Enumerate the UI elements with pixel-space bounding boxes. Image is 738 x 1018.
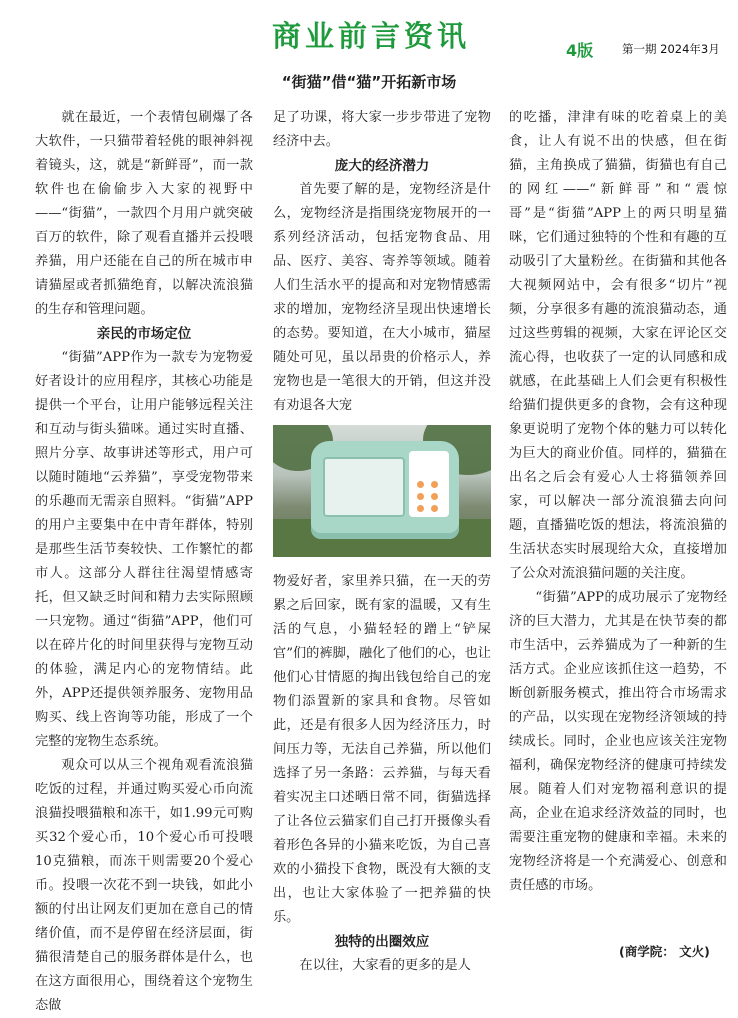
paragraph: 的吃播，津津有味的吃着桌上的美食，让人有说不出的快感，但在街猫，主角换成了猫猫，街猫也有自己的网红——“新鲜哥”和“震惊哥”是“街猫”APP上的两只明星猫咪，它们通过独特的个性和有趣的互动吸引了大量粉丝。在街猫和其他各大视频网站中，会有很多“切片”视频，分享很多有趣的流浪猫动态，通过这些剪辑的视频，大家在评论区交流心得，也收获了一定的认同感和成就感，在此基础上人们会更有积极性给猫们提供更多的食物，会有这种现象更说明了宠物个体的魅力可以转化为巨大的商业价值。同样的，猫猫在出名之后会有爱心人士将猫领养回家，可以解决一部分流浪猫去向问题，直播猫吃饭的想法，将流浪猫的生活状态实时展现给大众，直接增加了公众对流浪猫问题的关注度。 bbox=[509, 110, 727, 581]
paragraph: 首先要了解的是，宠物经济是什么，宠物经济是指围绕宠物展开的一系列经济活动，包括宠物食品、用品、医疗、美容、寄养等领域。随着人们生活水平的提高和对宠物情感需求的增加，宠物经济呈现出快速增长的态势。要知道，在大小城市，猫屋随处可见，虽以昂贵的价格示人，养宠物也是一笔很大的开销，但这并没有劝退各大宠 bbox=[273, 182, 491, 413]
article-column-1 bbox=[35, 106, 253, 1018]
paragraph: “街猫”APP作为一款专为宠物爱好者设计的应用程序，其核心功能是提供一个平台，让用户能够远程关注和互动与街头猫咪。通过实时直播、照片分享、故事讲述等形式，用户可以随时随地“云养猫”，享受宠物带来的乐趣而无需亲自照料。“街猫”APP的用户主要集中在中青年群体，特别是那些生活节奏较快、工作繁忙的都市人。这部分人群往往渴望情感寄托，但又缺乏时间和精力去实际照顾一只宠物。通过“街猫”APP，他们可以在碎片化的时间里获得与宠物互动的体验，满足内心的宠物情结。此外，APP还提供领养服务、宠物用品购买、线上咨询等功能，形成了一个完整的宠物生态系统。 bbox=[35, 350, 253, 749]
cat-house-photo bbox=[273, 425, 491, 557]
article-headline: “街猫”借“猫”开拓新市场 bbox=[281, 73, 457, 91]
cat-house bbox=[311, 441, 459, 539]
author-credit: (商学院： 文火) bbox=[619, 944, 710, 959]
paragraph: 就在最近，一个表情包刷爆了各大软件，一只猫带着轻佻的眼神斜视着镜头，这，就是“新鲜哥”，而一款软件也在偷偷步入大家的视野中——“街猫”，一款四个月用户就突破百万的软件，除了观看直播并云投喂养猫，用户还能在自己的所在城市申请猫屋或者抓猫绝育，以解决流浪猫的生存和管理问题。 bbox=[35, 110, 253, 317]
article-column-3 bbox=[509, 106, 727, 898]
paragraph: 物爱好者，家里养只猫，在一天的劳累之后回家，既有家的温暖，又有生活的气息，小猫轻轻的蹭上“铲屎官”们的裤脚，融化了他们的心，也让他们心甘情愿的掏出钱包给自己的宠物们添置新的家具和食物。尽管如此，还是有很多人因为经济压力，时间压力等，无法自己养猫，所以他们选择了另一条路：云养猫，与每天看着实况主口述晒日常不同，街猫选择了让各位云猫家们自己打开摄像头看着形色各异的小猫来吃饭，为自己喜欢的小猫投下食物，既没有大额的支出，也让大家体验了一把养猫的快乐。 bbox=[273, 574, 491, 925]
newspaper-title: 商业前言资讯 bbox=[272, 19, 471, 53]
paragraph: 足了功课，将大家一步步带进了宠物经济中去。 bbox=[273, 110, 491, 149]
paragraph: “街猫”APP的成功展示了宠物经济的巨大潜力，尤其是在快节奏的都市生活中，云养猫成为了一种新的生活方式。企业应该抓住这一趋势，不断创新服务模式，推出符合市场需求的产品，以实现在宠物经济领域的持续成长。同时，企业也应该关注宠物福利，确保宠物经济的健康可持续发展。随着人们对宠物福利意识的提高，企业在追求经济效益的同时，也需要注重宠物的健康和幸福。未来的宠物经济将是一个充满爱心、创意和责任感的市场。 bbox=[509, 590, 727, 893]
paragraph: 观众可以从三个视角观看流浪猫吃饭的过程，并通过购买爱心币向流浪猫投喂猫粮和冻干，如1.99元可购买32个爱心币，10个爱心币可投喂10克猫粮，而冻干则需要20个爱心币。投喂一次花不到一块钱，如此小额的付出让网友们更加在意自己的情绪价值，而不是停留在经济层面，街猫很清楚自己的服务群体是什么，也在这方面很用心，围绕着这个宠物生态做 bbox=[35, 758, 253, 1013]
article-column-2 bbox=[273, 106, 491, 978]
paragraph: 在以往，大家看的更多的是人 bbox=[299, 958, 471, 973]
section-heading: 庞大的经济潜力 bbox=[334, 158, 430, 174]
section-heading: 亲民的市场定位 bbox=[96, 326, 192, 342]
section-heading: 独特的出圈效应 bbox=[334, 934, 430, 950]
issue-date: 第一期 2024年3月 bbox=[622, 42, 720, 56]
edition-number: 4版 bbox=[566, 41, 594, 60]
masthead bbox=[0, 14, 738, 60]
